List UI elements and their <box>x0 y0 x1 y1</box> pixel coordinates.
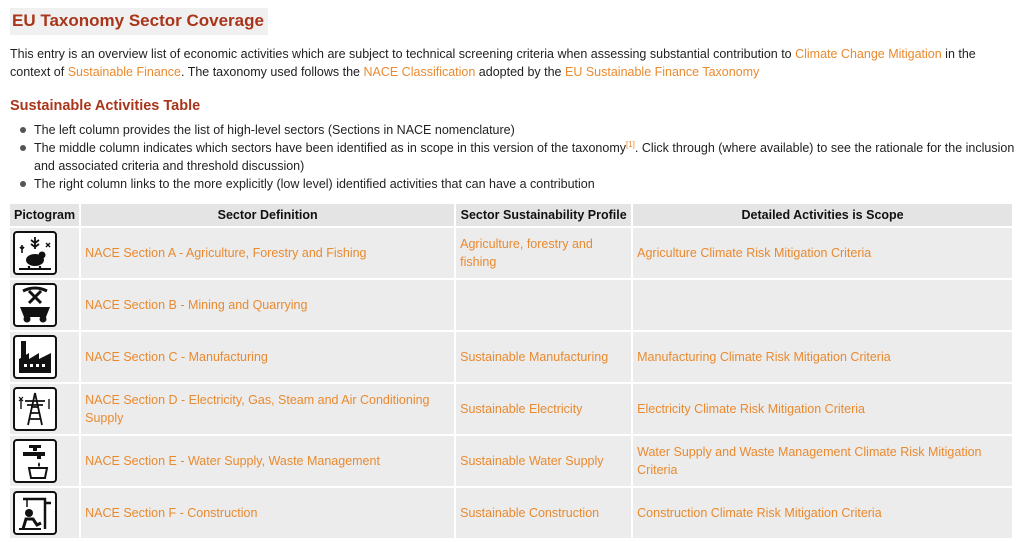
table-header-row <box>10 204 1012 226</box>
mining-icon <box>13 283 57 327</box>
pictogram-cell <box>10 488 79 538</box>
bullet-item <box>20 139 1018 175</box>
bullet-item: The right column links to the more explicitly (low level) identified activities that can have a contribution <box>20 175 1018 193</box>
sector-definition-cell <box>81 280 454 330</box>
sector-definition-cell <box>81 332 454 382</box>
link-climate-change-mitigation[interactable]: Climate Change Mitigation <box>795 47 942 61</box>
sustainability-profile-cell <box>456 332 631 382</box>
sector-link[interactable]: NACE Section B - Mining and Quarrying <box>85 298 308 312</box>
sector-link[interactable]: NACE Section E - Water Supply, Waste Management <box>85 454 380 468</box>
sustainability-profile-cell <box>456 384 631 434</box>
sustainability-profile-cell <box>456 436 631 486</box>
water-tap-icon <box>13 439 57 483</box>
activities-link[interactable]: Manufacturing Climate Risk Mitigation Criteria <box>637 350 891 364</box>
table-row <box>10 332 1012 382</box>
profile-link[interactable]: Sustainable Construction <box>460 506 600 520</box>
profile-link[interactable]: Sustainable Manufacturing <box>460 350 609 364</box>
header-sector-definition: Sector Definition <box>81 204 454 226</box>
table-row <box>10 228 1012 278</box>
activities-link[interactable]: Water Supply and Waste Management Climate Risk Mitigation Criteria <box>637 445 982 477</box>
sustainability-profile-cell <box>456 488 631 538</box>
sustainability-profile-cell <box>456 228 631 278</box>
intro-text: in the context of <box>10 47 976 79</box>
activities-cell <box>633 228 1012 278</box>
bullet-text: The middle column indicates which sectors have been identified as in scope in this version of the taxonomy <box>34 141 626 155</box>
bullet-text: . Click through (where available) to see the rationale for the inclusion and associated criteria and threshold discussion) <box>34 141 1015 173</box>
link-eu-sustainable-finance-taxonomy[interactable]: EU Sustainable Finance Taxonomy <box>564 65 760 79</box>
construction-icon <box>13 491 57 535</box>
activities-cell <box>633 332 1012 382</box>
activities-link[interactable]: Electricity Climate Risk Mitigation Criteria <box>637 402 865 416</box>
sector-definition-cell <box>81 228 454 278</box>
activities-cell <box>633 384 1012 434</box>
activities-cell <box>633 488 1012 538</box>
profile-link[interactable]: Sustainable Electricity <box>460 402 583 416</box>
agriculture-icon <box>13 231 57 275</box>
section-title: Sustainable Activities Table <box>10 98 201 114</box>
sector-definition-cell <box>81 384 454 434</box>
header-pictogram: Pictogram <box>10 204 79 226</box>
intro-text: adopted by the <box>475 65 565 79</box>
pictogram-cell <box>10 280 79 330</box>
header-detailed-activities: Detailed Activities is Scope <box>633 204 1012 226</box>
activities-cell <box>633 436 1012 486</box>
profile-link[interactable]: Agriculture, forestry and fishing <box>460 237 593 269</box>
bullet-item: The left column provides the list of high-level sectors (Sections in NACE nomenclature) <box>20 121 1018 139</box>
sector-link[interactable]: NACE Section F - Construction <box>85 506 258 520</box>
sector-definition-cell <box>81 436 454 486</box>
intro-text: . The taxonomy used follows the <box>180 65 364 79</box>
activities-link[interactable]: Construction Climate Risk Mitigation Criteria <box>637 506 882 520</box>
footnote-ref-link[interactable]: [1] <box>626 139 635 149</box>
table-row <box>10 384 1012 434</box>
intro-text: This entry is an overview list of economic activities which are subject to technical screening criteria when assessing substantial contribution to <box>10 47 796 61</box>
link-nace-classification[interactable]: NACE Classification <box>363 65 476 79</box>
sector-link[interactable]: NACE Section A - Agriculture, Forestry and Fishing <box>85 246 367 260</box>
bullet-list <box>10 121 1018 193</box>
link-sustainable-finance[interactable]: Sustainable Finance <box>67 65 181 79</box>
table-row <box>10 488 1012 538</box>
table-row <box>10 436 1012 486</box>
profile-link[interactable]: Sustainable Water Supply <box>460 454 604 468</box>
factory-icon <box>13 335 57 379</box>
pictogram-cell <box>10 384 79 434</box>
sector-table <box>8 202 1014 540</box>
sector-link[interactable]: NACE Section C - Manufacturing <box>85 350 268 364</box>
table-row <box>10 280 1012 330</box>
header-sustainability-profile: Sector Sustainability Profile <box>456 204 631 226</box>
activities-cell <box>633 280 1012 330</box>
electricity-icon <box>13 387 57 431</box>
pictogram-cell <box>10 332 79 382</box>
sector-link[interactable]: NACE Section D - Electricity, Gas, Steam and Air Conditioning Supply <box>85 393 430 425</box>
page-title: EU Taxonomy Sector Coverage <box>10 8 268 35</box>
activities-link[interactable]: Agriculture Climate Risk Mitigation Criteria <box>637 246 872 260</box>
sustainability-profile-cell <box>456 280 631 330</box>
sector-definition-cell <box>81 488 454 538</box>
pictogram-cell <box>10 436 79 486</box>
pictogram-cell <box>10 228 79 278</box>
intro-paragraph <box>10 45 1018 81</box>
